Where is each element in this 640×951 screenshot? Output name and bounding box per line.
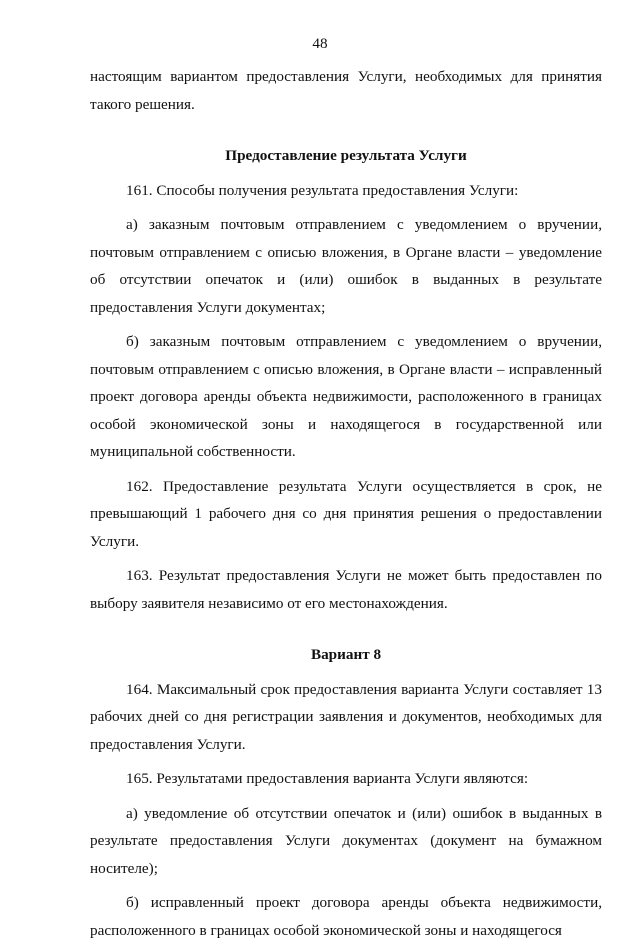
paragraph-163: 163. Результат предоставления Услуги не может быть предоставлен по выбору заявителя независимо от его местонахождения. <box>90 567 602 612</box>
paragraph-161: 161. Способы получения результата предоставления Услуги: <box>126 181 519 199</box>
paragraph-continuation: настоящим вариантом предоставления Услуги, необходимых для принятия такого решения. <box>90 68 602 113</box>
paragraph-161-b: б) заказным почтовым отправлением с уведомлением о вручении, почтовым отправлением с описью вложения, в Органе власти – исправленный проект договора аренды объекта недвижимости, расположенного в границах особой экономической зоны и находящегося в государственной или муниципальной собственности. <box>90 333 602 460</box>
section-heading-result: Предоставление результата Услуги <box>225 147 467 164</box>
section-heading-variant: Вариант 8 <box>310 646 382 663</box>
paragraph-162: 162. Предоставление результата Услуги осуществляется в срок, не превышающий 1 рабочего дня со дня принятия решения о предоставлении Услуги. <box>90 477 602 550</box>
paragraph-164: 164. Максимальный срок предоставления варианта Услуги составляет 13 рабочих дней со дня регистрации заявления и документов, необходимых для предоставления Услуги. <box>90 680 602 753</box>
paragraph-165-b: б) исправленный проект договора аренды объекта недвижимости, расположенного в границах особой экономической зоны и находящегося <box>90 894 602 939</box>
paragraph-165-a: а) уведомление об отсутствии опечаток и (или) ошибок в выданных в результате предоставления Услуги документах (документ на бумажном носителе); <box>90 804 602 877</box>
paragraph-165: 165. Результатами предоставления варианта Услуги являются: <box>126 770 529 787</box>
paragraph-161-a: а) заказным почтовым отправлением с уведомлением о вручении, почтовым отправлением с описью вложения, в Органе власти – уведомление об отсутствии опечаток и (или) ошибок в выданных в результате предоставления Услуги документах; <box>90 216 602 316</box>
page-body <box>90 63 602 951</box>
page-number: 48 <box>312 35 328 52</box>
